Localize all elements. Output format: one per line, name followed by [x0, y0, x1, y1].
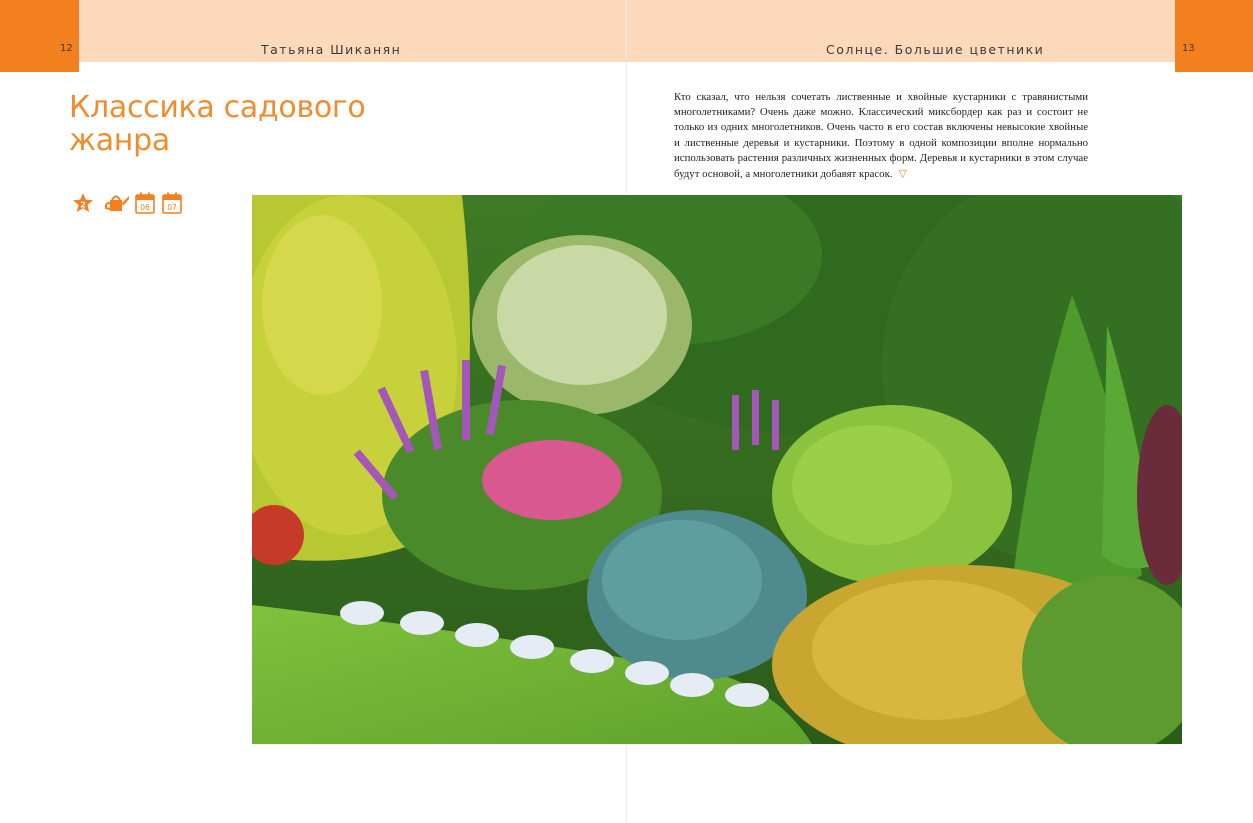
garden-photo — [252, 195, 1182, 744]
body-paragraph: Кто сказал, что нельзя сочетать лиственные и хвойные кустарники с травянистыми многолетниками? Очень даже можно. Классический миксбордер как раз и состоит не только из одних многолетников. Очень часто в его состав включены невысокие хвойные и лиственные деревья и кустарники. Поэтому в одной композиции вполне нормально использовать растения различных жизненных форм. Деревья и кустарники в этом случае будут основой, а многолетники добавят красок. — [674, 91, 1088, 181]
calendar-month-label: 07 — [167, 203, 177, 212]
page-tab-right — [1175, 0, 1253, 72]
calendar-icon — [135, 192, 155, 214]
page-number-right: 13 — [1182, 43, 1195, 54]
watering-can-icon — [102, 192, 130, 214]
calendar-icon — [162, 192, 182, 214]
page-tab-left — [0, 0, 79, 72]
running-head-chapter: Солнце. Большие цветники — [826, 42, 1045, 57]
page-number-left: 12 — [60, 43, 73, 54]
article-title: Классика садового жанра — [69, 90, 366, 158]
difficulty-level-label: 2 — [80, 200, 86, 210]
mixborder-garden-illustration — [252, 195, 1182, 744]
calendar-month-label: 06 — [140, 203, 150, 212]
article-body — [674, 90, 1088, 182]
running-head-author: Татьяна Шиканян — [261, 42, 402, 57]
end-of-text-icon: ▽ — [898, 167, 907, 181]
difficulty-star-icon — [72, 192, 94, 214]
